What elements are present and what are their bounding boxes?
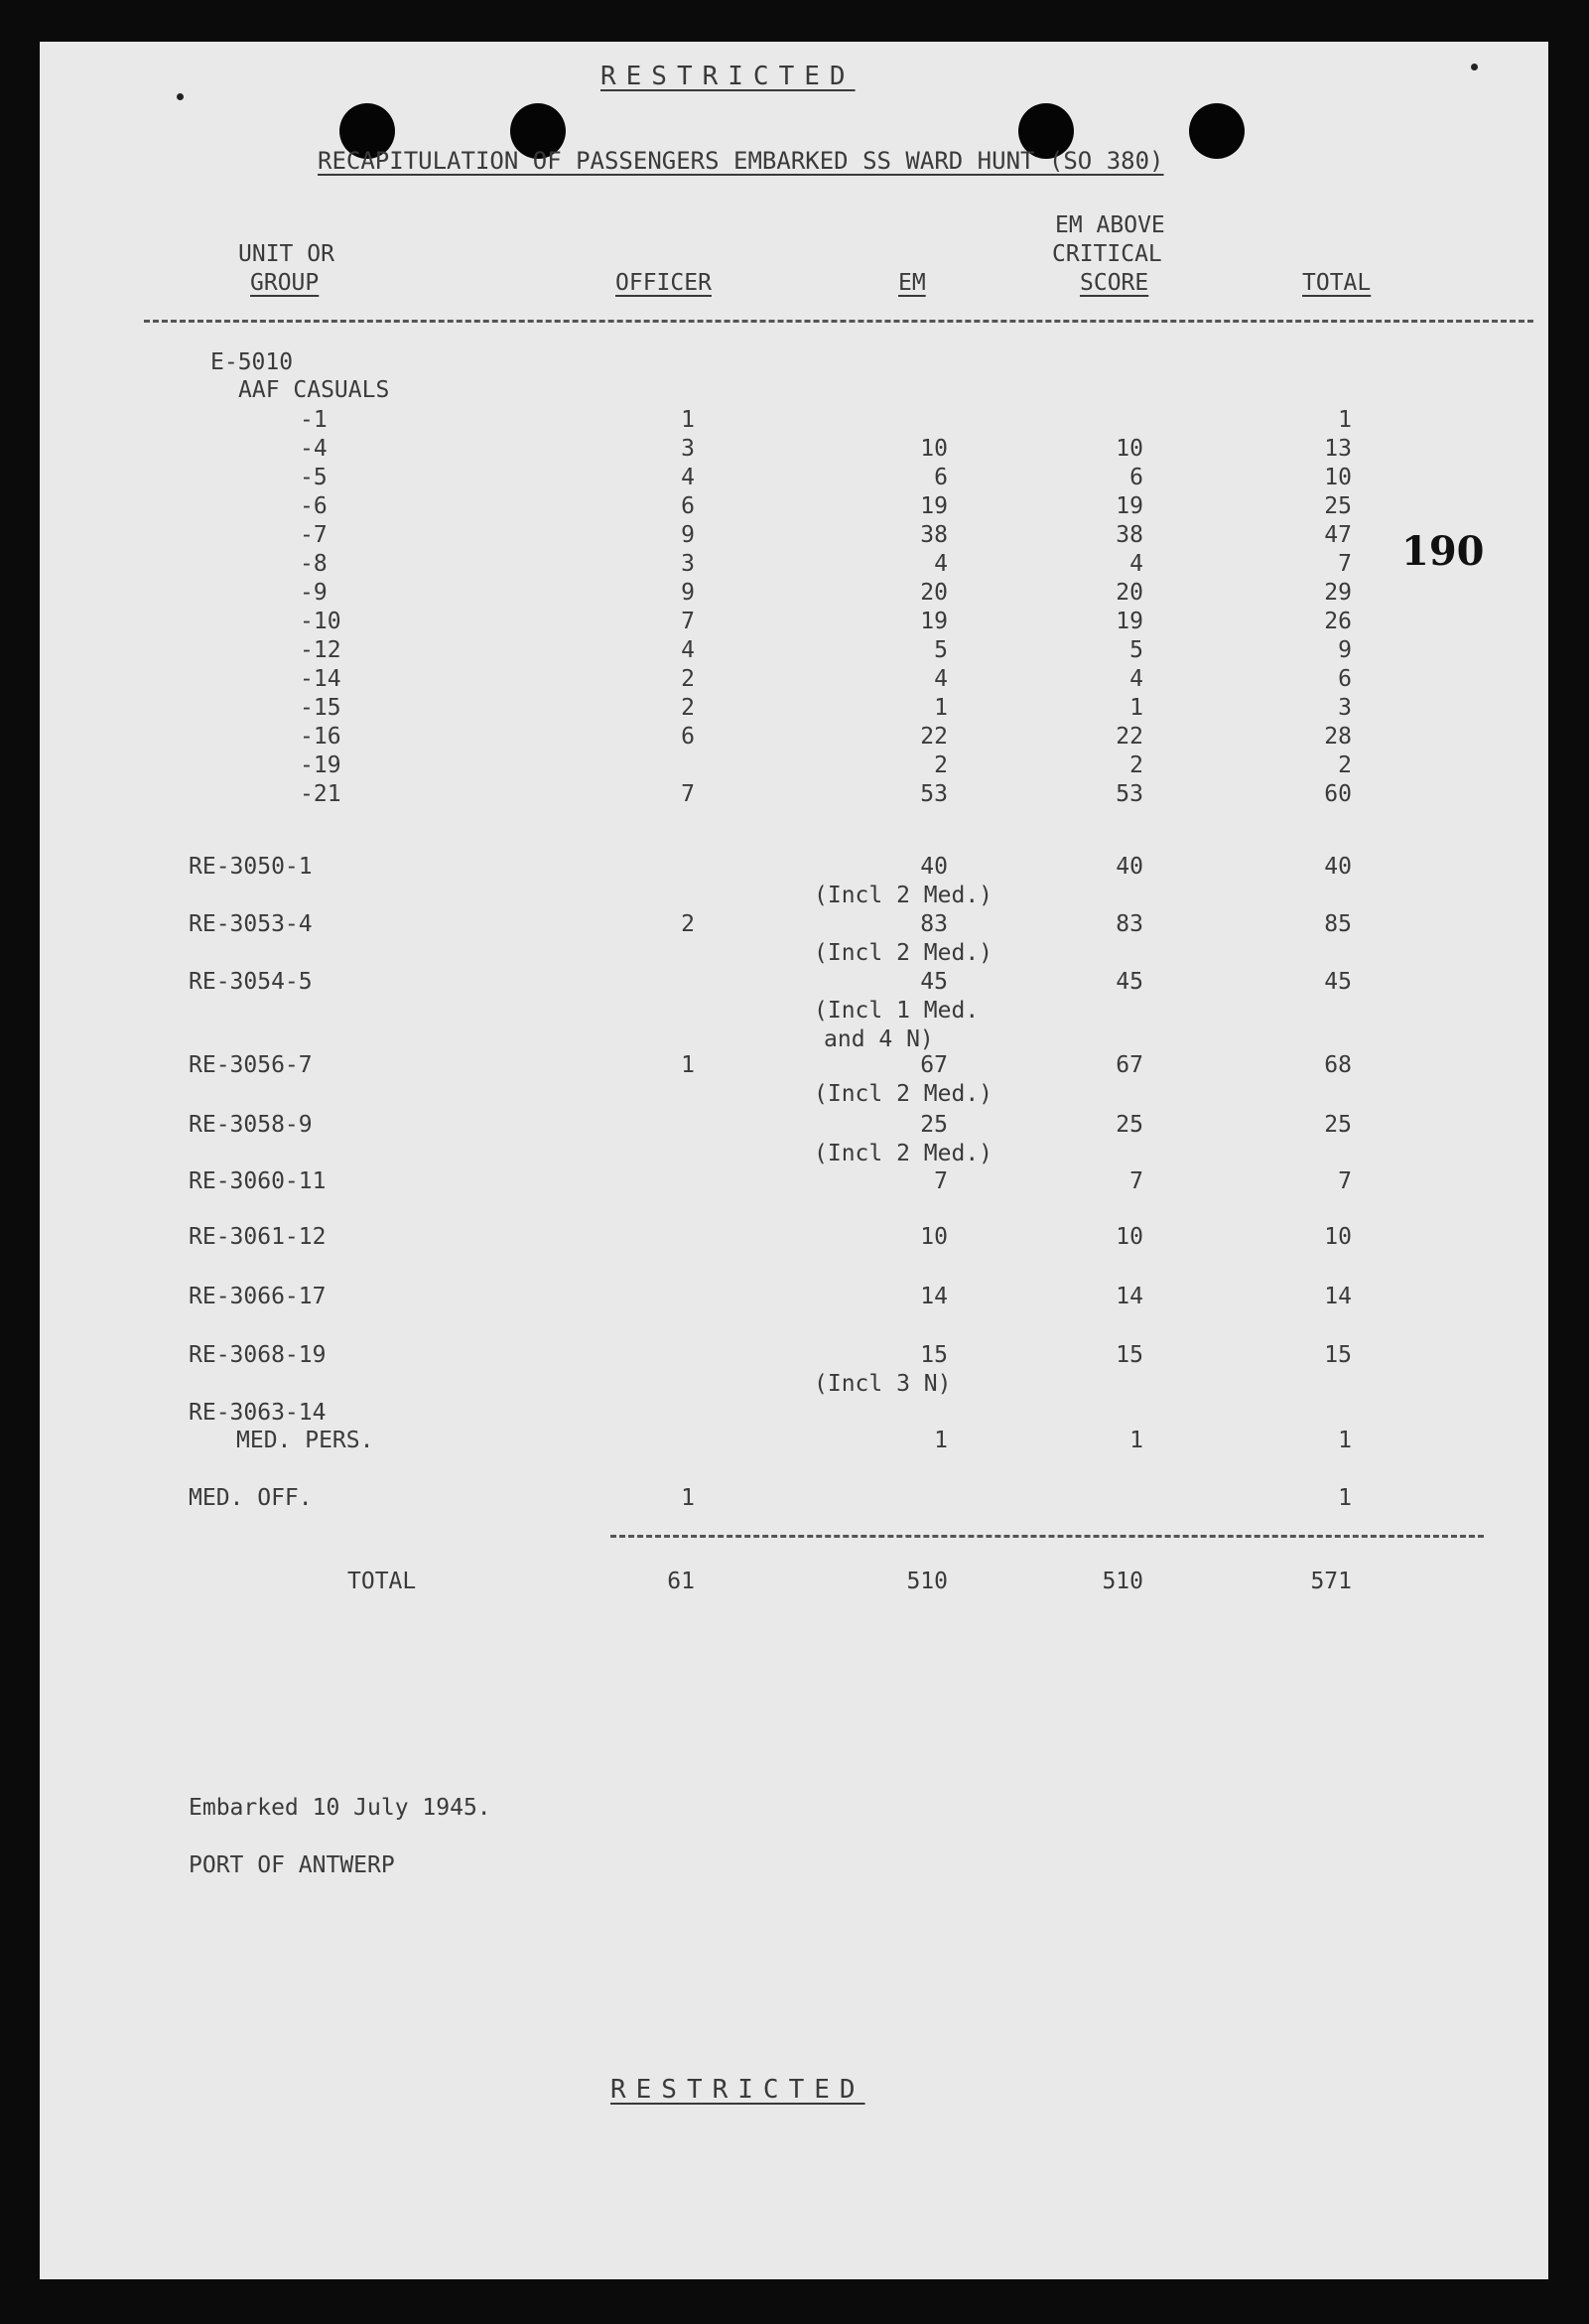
- row-unit: RE-3050-1: [189, 854, 313, 880]
- row-em: 14: [920, 1284, 948, 1309]
- row-unit: -16: [300, 724, 341, 750]
- row-unit: -14: [300, 666, 341, 692]
- row-em-above: 14: [1116, 1284, 1143, 1309]
- row-unit: RE-3053-4: [189, 911, 313, 937]
- column-header-em-above: CRITICAL: [1052, 241, 1162, 267]
- row-em-above: 20: [1116, 580, 1143, 606]
- speck: [1471, 64, 1478, 70]
- embarked-date: Embarked 10 July 1945.: [189, 1795, 491, 1821]
- column-header-total: TOTAL: [1302, 270, 1372, 296]
- row-note: (Incl 2 Med.): [814, 1141, 993, 1166]
- row-unit: RE-3060-11: [189, 1168, 327, 1194]
- row-unit: -7: [300, 522, 328, 548]
- row-em: 45: [920, 969, 948, 995]
- row-officer: 6: [681, 724, 695, 750]
- row-em: 4: [934, 551, 948, 577]
- row-em-above: 1: [1129, 695, 1143, 721]
- row-unit: RE-3056-7: [189, 1052, 313, 1078]
- row-unit: -4: [300, 436, 328, 462]
- row-em-above: 40: [1116, 854, 1143, 880]
- row-total: 25: [1324, 1112, 1352, 1138]
- row-em: 19: [920, 609, 948, 634]
- row-em: 10: [920, 436, 948, 462]
- row-unit: MED. OFF.: [189, 1485, 313, 1511]
- row-em-above: 38: [1116, 522, 1143, 548]
- row-note: (Incl 2 Med.): [814, 940, 993, 966]
- row-total: 1: [1338, 407, 1352, 433]
- row-em-above: 4: [1129, 666, 1143, 692]
- row-em-above: 53: [1116, 781, 1143, 807]
- row-total: 1: [1338, 1485, 1352, 1511]
- row-em-above: 7: [1129, 1168, 1143, 1194]
- row-officer: 1: [681, 1485, 695, 1511]
- row-unit: -1: [300, 407, 328, 433]
- column-header-unit: UNIT OR: [238, 241, 334, 267]
- row-em: 19: [920, 493, 948, 519]
- port-name: PORT OF ANTWERP: [189, 1852, 395, 1878]
- row-total: 3: [1338, 695, 1352, 721]
- row-em-above: 22: [1116, 724, 1143, 750]
- row-em: 20: [920, 580, 948, 606]
- row-em: 1: [934, 1428, 948, 1453]
- dashed-rule: [610, 1535, 1484, 1538]
- row-em: 10: [920, 1224, 948, 1250]
- row-total: 15: [1324, 1342, 1352, 1368]
- column-header-em: EM: [898, 270, 926, 296]
- total-label: TOTAL: [347, 1569, 417, 1594]
- row-em: 67: [920, 1052, 948, 1078]
- row-officer: 6: [681, 493, 695, 519]
- row-total: 1: [1338, 1428, 1352, 1453]
- row-unit: -21: [300, 781, 341, 807]
- row-em: 1: [934, 695, 948, 721]
- row-em-above: 10: [1116, 1224, 1143, 1250]
- row-em-above: 4: [1129, 551, 1143, 577]
- row-em: 4: [934, 666, 948, 692]
- row-em-above: 15: [1116, 1342, 1143, 1368]
- row-note: (Incl 2 Med.): [814, 883, 993, 908]
- total-total: 571: [1310, 1569, 1352, 1594]
- row-officer: 3: [681, 551, 695, 577]
- row-total: 10: [1324, 465, 1352, 490]
- row-unit: -10: [300, 609, 341, 634]
- row-unit: -6: [300, 493, 328, 519]
- row-em: 6: [934, 465, 948, 490]
- row-total: 47: [1324, 522, 1352, 548]
- row-unit: -8: [300, 551, 328, 577]
- total-em: 510: [906, 1569, 948, 1594]
- row-em: 2: [934, 752, 948, 778]
- row-total: 29: [1324, 580, 1352, 606]
- row-total: 40: [1324, 854, 1352, 880]
- row-em: 83: [920, 911, 948, 937]
- row-note: (Incl 2 Med.): [814, 1081, 993, 1107]
- row-em-above: 25: [1116, 1112, 1143, 1138]
- row-unit: -9: [300, 580, 328, 606]
- row-unit: RE-3054-5: [189, 969, 313, 995]
- column-header-unit: GROUP: [250, 270, 320, 296]
- row-total: 10: [1324, 1224, 1352, 1250]
- row-total: 45: [1324, 969, 1352, 995]
- row-total: 14: [1324, 1284, 1352, 1309]
- row-officer: 2: [681, 911, 695, 937]
- row-em: 7: [934, 1168, 948, 1194]
- row-total: 9: [1338, 637, 1352, 663]
- speck: [177, 93, 184, 100]
- row-em-above: 2: [1129, 752, 1143, 778]
- row-em-above: 10: [1116, 436, 1143, 462]
- row-officer: 9: [681, 522, 695, 548]
- column-header-em-above: EM ABOVE: [1055, 212, 1165, 238]
- row-em-above: 6: [1129, 465, 1143, 490]
- row-total: 13: [1324, 436, 1352, 462]
- row-officer: 3: [681, 436, 695, 462]
- row-officer: 7: [681, 609, 695, 634]
- group-heading: E-5010: [210, 349, 294, 375]
- row-em-above: 1: [1129, 1428, 1143, 1453]
- row-note: (Incl 3 N): [814, 1371, 952, 1397]
- row-officer: 9: [681, 580, 695, 606]
- row-unit: -12: [300, 637, 341, 663]
- row-total: 28: [1324, 724, 1352, 750]
- row-note: and 4 N): [824, 1026, 934, 1052]
- row-officer: 4: [681, 637, 695, 663]
- row-total: 60: [1324, 781, 1352, 807]
- row-unit: -19: [300, 752, 341, 778]
- row-unit: RE-3068-19: [189, 1342, 327, 1368]
- row-unit: RE-3066-17: [189, 1284, 327, 1309]
- row-total: 6: [1338, 666, 1352, 692]
- column-header-em-above: SCORE: [1080, 270, 1149, 296]
- row-officer: 2: [681, 695, 695, 721]
- row-em: 5: [934, 637, 948, 663]
- header-classification: RESTRICTED: [600, 62, 856, 91]
- row-total: 68: [1324, 1052, 1352, 1078]
- row-em: 38: [920, 522, 948, 548]
- group-heading: AAF CASUALS: [238, 377, 390, 403]
- row-total: 2: [1338, 752, 1352, 778]
- row-total: 85: [1324, 911, 1352, 937]
- row-em-above: 83: [1116, 911, 1143, 937]
- column-header-officer: OFFICER: [615, 270, 712, 296]
- footer-classification: RESTRICTED: [610, 2075, 865, 2105]
- row-em: 25: [920, 1112, 948, 1138]
- row-unit: -15: [300, 695, 341, 721]
- row-em-above: 67: [1116, 1052, 1143, 1078]
- row-total: 7: [1338, 551, 1352, 577]
- row-em: 53: [920, 781, 948, 807]
- dashed-rule: [144, 320, 1533, 323]
- row-unit: MED. PERS.: [236, 1428, 374, 1453]
- row-officer: 1: [681, 1052, 695, 1078]
- row-officer: 7: [681, 781, 695, 807]
- row-officer: 2: [681, 666, 695, 692]
- row-em-above: 45: [1116, 969, 1143, 995]
- total-em-above: 510: [1102, 1569, 1143, 1594]
- row-officer: 1: [681, 407, 695, 433]
- row-total: 26: [1324, 609, 1352, 634]
- total-officer: 61: [667, 1569, 695, 1594]
- row-em: 15: [920, 1342, 948, 1368]
- row-em: 40: [920, 854, 948, 880]
- punch-hole: [1189, 103, 1245, 159]
- row-unit: RE-3061-12: [189, 1224, 327, 1250]
- row-unit: RE-3058-9: [189, 1112, 313, 1138]
- row-unit: RE-3063-14: [189, 1400, 327, 1426]
- document-title: RECAPITULATION OF PASSENGERS EMBARKED SS WARD HUNT (SO 380): [318, 147, 1164, 175]
- page-number-stamp: 190: [1401, 528, 1485, 575]
- row-em-above: 19: [1116, 609, 1143, 634]
- row-total: 7: [1338, 1168, 1352, 1194]
- row-note: (Incl 1 Med.: [814, 998, 980, 1024]
- document-page: [40, 42, 1548, 2279]
- row-em: 22: [920, 724, 948, 750]
- row-em-above: 5: [1129, 637, 1143, 663]
- row-unit: -5: [300, 465, 328, 490]
- row-total: 25: [1324, 493, 1352, 519]
- row-em-above: 19: [1116, 493, 1143, 519]
- row-officer: 4: [681, 465, 695, 490]
